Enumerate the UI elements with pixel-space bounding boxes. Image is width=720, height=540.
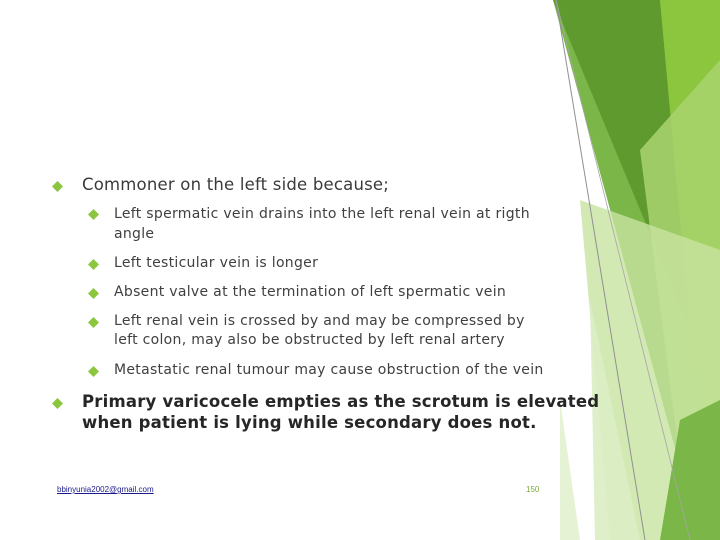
bullet-text-cont: when patient is lying while secondary does not. [82,413,537,432]
diamond-bullet-icon [88,209,99,220]
diamond-bullet-icon [88,366,99,377]
diamond-bullet-icon [52,181,63,192]
sub-bullet-text-cont: angle [114,226,155,242]
sub-bullet-text-cont: left colon, may also be obstructed by left renal artery [114,332,505,348]
diamond-bullet-icon [88,288,99,299]
page-number: 150 [526,485,540,494]
diamond-bullet-icon [88,259,99,270]
diamond-bullet-icon [52,398,63,409]
bullet-text: Primary varicocele empties as the scrotum is elevated [82,392,600,411]
sub-bullet-text: Metastatic renal tumour may cause obstruction of the vein [114,362,544,378]
sub-bullet-text: Left renal vein is crossed by and may be compressed by [114,313,525,329]
sub-bullet-text: Left spermatic vein drains into the left renal vein at rigth [114,206,530,222]
bullet-text: Commoner on the left side because; [82,175,390,194]
diamond-bullet-icon [88,317,99,328]
sub-bullet-text: Left testicular vein is longer [114,255,319,271]
footer-email-link[interactable]: bbinyunia2002@gmail.com [57,485,154,494]
sub-bullet-text: Absent valve at the termination of left spermatic vein [114,284,507,300]
